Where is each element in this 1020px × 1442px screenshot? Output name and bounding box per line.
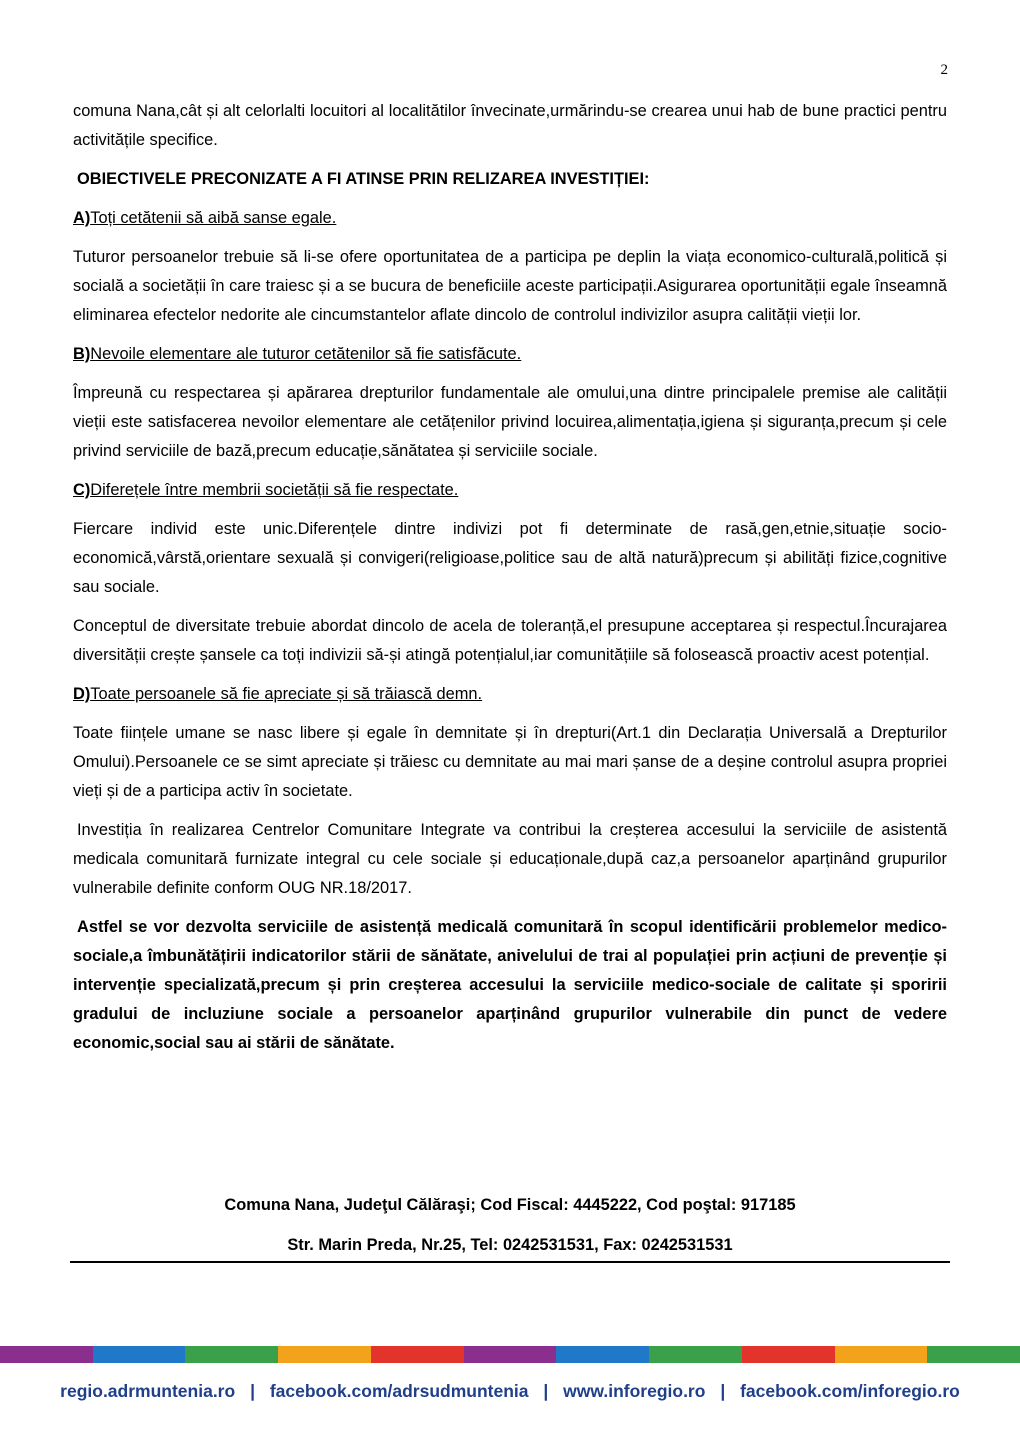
stripe-segment	[93, 1346, 186, 1363]
stripe-segment	[185, 1346, 278, 1363]
link-separator: |	[250, 1381, 255, 1401]
link-facebook-adr[interactable]: facebook.com/adrsudmuntenia	[269, 1381, 529, 1401]
color-stripe	[0, 1346, 1020, 1363]
objective-a-title	[73, 204, 947, 233]
objective-b-title	[73, 340, 947, 369]
objective-b-title-text: Nevoile elementare ale tuturor cetătenilor să fie satisfăcute.	[90, 345, 522, 363]
objective-a-text: Tuturor persoanelor trebuie să li-se ofere oportunitatea de a participa pe deplin la viața economico-culturală,politică și socială a societății în care traiesc și a se bucura de beneficiile aceste participații.Asigurarea oportunității egale înseamnă eliminarea efectelor nedorite ale cincumstantelor aflate dincolo de controlul indivizilor asupra calității vieții lor.	[73, 248, 947, 324]
footer-divider	[70, 1261, 950, 1263]
document-body	[73, 97, 947, 1068]
objective-d-title	[73, 680, 947, 709]
link-separator: |	[543, 1381, 549, 1401]
objectives-heading: OBIECTIVELE PRECONIZATE A FI ATINSE PRIN RELIZAREA INVESTIȚIEI:	[77, 170, 650, 188]
objective-c-letter: C)	[73, 481, 91, 499]
objective-d-letter: D)	[73, 685, 91, 703]
objective-a-letter: A)	[73, 209, 91, 227]
link-facebook-inforegio[interactable]: facebook.com/inforegio.ro	[740, 1381, 960, 1401]
link-inforegio[interactable]: www.inforegio.ro	[563, 1381, 706, 1401]
contact-footer	[70, 1190, 950, 1270]
objective-d-title-text: Toate persoanele să fie apreciate și să trăiască demn.	[90, 685, 483, 703]
objective-c-text-1: Fiercare individ este unic.Diferențele dintre indivizi pot fi determinate de rasă,gen,etnie,situație socio-economică,vârstă,orientare sexuală și convigeri(religioase,politice sau de altă natură)precum și abilități fizice,cognitive sau sociale.	[73, 520, 947, 596]
intro-paragraph: comuna Nana,cât și alt celorlalti locuitori al localitătilor învecinate,urmărindu-se crearea unui hab de bune practici pentru activitățile specifice.	[73, 102, 947, 149]
stripe-segment	[556, 1346, 649, 1363]
link-separator: |	[720, 1381, 726, 1401]
objective-c-title	[73, 476, 947, 505]
page-number: 2	[940, 62, 948, 78]
objective-a-title-text: Toți cetătenii să aibă sanse egale.	[90, 209, 337, 227]
objective-b-letter: B)	[73, 345, 91, 363]
stripe-segment	[464, 1346, 557, 1363]
stripe-segment	[927, 1346, 1020, 1363]
stripe-segment	[649, 1346, 742, 1363]
stripe-segment	[742, 1346, 835, 1363]
footer-street-line: Str. Marin Preda, Nr.25, Tel: 0242531531, Fax: 0242531531	[287, 1236, 733, 1254]
stripe-segment	[0, 1346, 93, 1363]
objective-d-text: Toate ființele umane se nasc libere și egale în demnitate și în drepturi(Art.1 din Declarația Universală a Drepturilor Omului).Persoanele ce se simt apreciate și trăiesc cu demnitate au mai mari șanse de a deșine controlul asupra propriei vieți și de a participa activ în societate.	[73, 724, 947, 800]
objective-b-text: Împreună cu respectarea și apărarea drepturilor fundamentale ale omului,una dintre principalele premise ale calității vieții este satisfacerea nevoilor elementare ale cetățenilor privind locuirea,alimentația,igiena și siguranța,precum și cele privind serviciile de bază,precum educație,sănătatea și serviciile sociale.	[73, 384, 947, 460]
stripe-segment	[278, 1346, 371, 1363]
investment-paragraph: Investiția în realizarea Centrelor Comunitare Integrate va contribui la creșterea accesului la serviciile de asistentă medicala comunitară furnizate integral cu cele sociale și educaționale,după caz,a persoanelor aparținând grupurilor vulnerabile definite conform OUG NR.18/2017.	[73, 821, 947, 897]
objective-c-text-2: Conceptul de diversitate trebuie abordat dincolo de acela de toleranță,el presupune acceptarea și respectul.Încurajarea diversității crește șansele ca toți indivizii să-și atingă potențialul,iar comunitățiile să folosească proactiv acest potențial.	[73, 617, 947, 664]
link-regio[interactable]: regio.adrmuntenia.ro	[60, 1381, 236, 1401]
conclusion-paragraph: Astfel se vor dezvolta serviciile de asistență medicală comunitară în scopul identificării problemelor medico-sociale,a îmbunătățirii indicatorilor stării de sănătate, anivelului de trai al populației prin acțiuni de prevenție și intervenție specializată,precum și prin creșterea accesului la serviciile medico-sociale de calitate și sporirii gradului de incluziune sociale a persoanelor aparținând grupurilor vulnerabile din punct de vedere economic,social sau ai stării de sănătate.	[73, 918, 947, 1052]
stripe-segment	[371, 1346, 464, 1363]
stripe-segment	[835, 1346, 928, 1363]
objective-c-title-text: Diferețele între membrii societății să fie respectate.	[90, 481, 459, 499]
footer-address-line: Comuna Nana, Judeţul Călăraşi; Cod Fiscal: 4445222, Cod poştal: 917185	[224, 1196, 796, 1214]
website-links	[0, 1381, 1020, 1402]
